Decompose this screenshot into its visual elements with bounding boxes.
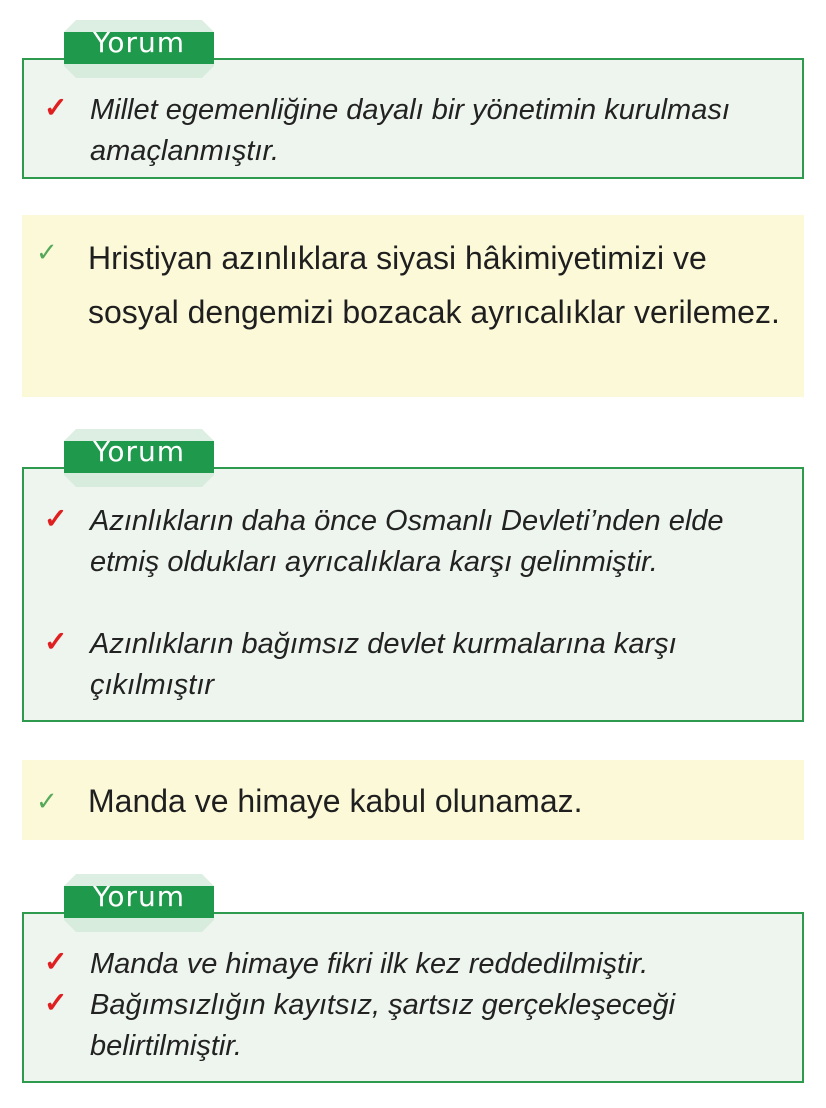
red-checkmark-icon: ✓ [44, 92, 68, 123]
yorum-text: Millet egemenliğine dayalı bir yönetimin kurulması amaçlanmıştır. [90, 94, 730, 167]
green-checkmark-icon: ✓ [36, 237, 58, 267]
yorum-tag-label: Yorum [92, 435, 186, 468]
yorum-box-3 [22, 880, 804, 1083]
yorum-text: Azınlıkların daha önce Osmanlı Devleti’nden elde etmiş oldukları ayrıcalıklara karşı gelinmiştir. [90, 505, 724, 578]
yorum-text: Bağımsızlığın kayıtsız, şartsız gerçekleşeceği belirtilmiştir. [90, 989, 676, 1062]
yorum-text: Manda ve himaye fikri ilk kez reddedilmiştir. [90, 948, 649, 980]
yorum-tag-label: Yorum [92, 26, 186, 59]
principle-box-1 [22, 215, 804, 397]
principle-box-2 [22, 760, 804, 840]
red-checkmark-icon: ✓ [44, 503, 68, 534]
yorum-box-1 [22, 26, 804, 179]
red-checkmark-icon: ✓ [44, 626, 68, 657]
principle-text: Hristiyan azınlıklara siyasi hâkimiyetimizi ve sosyal dengemizi bozacak ayrıcalıklar verilemez. [88, 240, 780, 330]
green-checkmark-icon: ✓ [36, 786, 58, 816]
yorum-box-2 [22, 435, 804, 722]
yorum-text: Azınlıkların bağımsız devlet kurmalarına karşı çıkılmıştır [90, 628, 677, 701]
yorum-tag [64, 874, 214, 932]
yorum-tag [64, 429, 214, 487]
red-checkmark-icon: ✓ [44, 946, 68, 977]
yorum-tag [64, 20, 214, 78]
principle-text: Manda ve himaye kabul olunamaz. [88, 783, 583, 819]
red-checkmark-icon: ✓ [44, 987, 68, 1018]
yorum-tag-label: Yorum [92, 880, 186, 913]
